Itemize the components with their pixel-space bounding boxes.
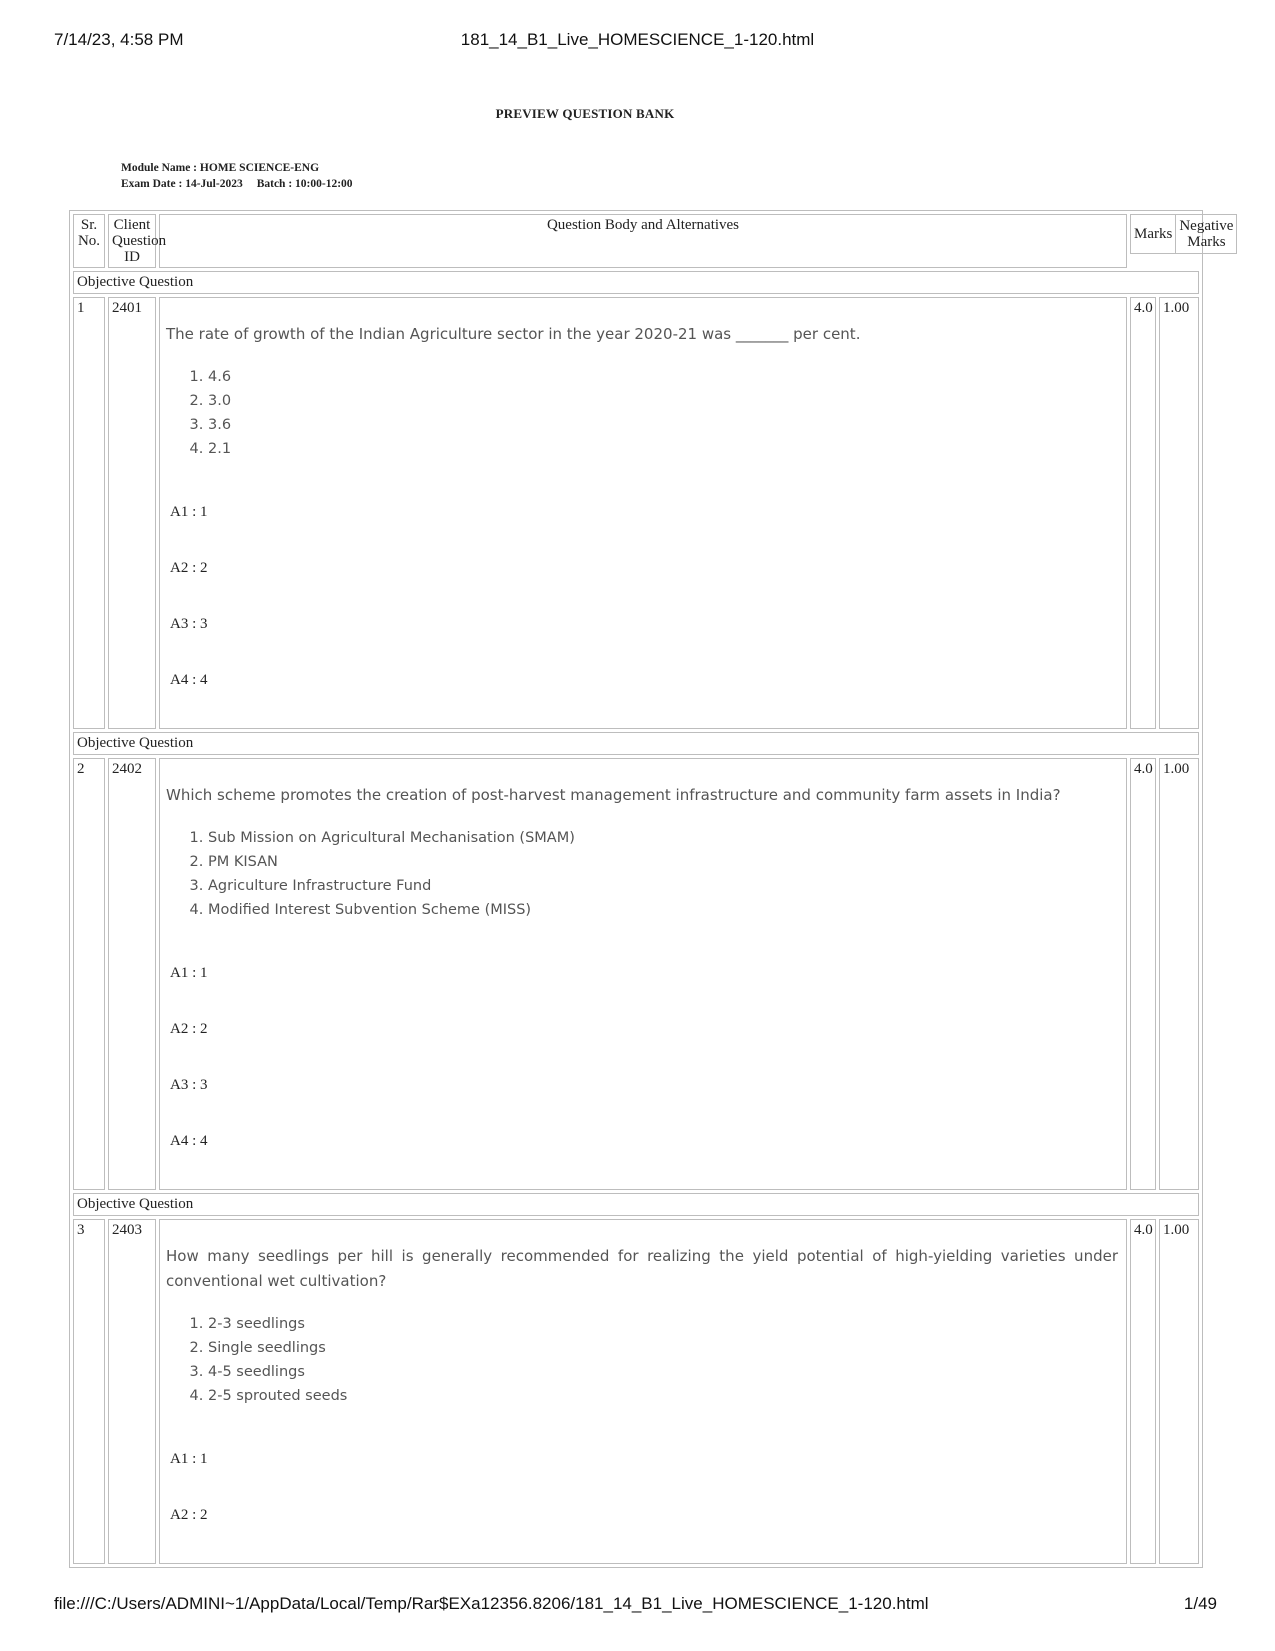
section-label: Objective Question xyxy=(73,732,1199,755)
question-marks: 4.0 xyxy=(1130,1219,1156,1564)
alternative-item: A4 : 4 xyxy=(170,1133,208,1149)
exam-info xyxy=(121,176,353,192)
option-item: 4. 2.1 xyxy=(208,437,1126,461)
header-marks-inner xyxy=(1130,214,1237,254)
question-sr-no: 3 xyxy=(73,1219,105,1564)
option-item: 1. 2-3 seedlings xyxy=(208,1312,1126,1336)
option-item: 2. 3.0 xyxy=(208,389,1126,413)
section-label: Objective Question xyxy=(73,1193,1199,1216)
alternative-item: A2 : 2 xyxy=(170,560,208,576)
option-item: 1. Sub Mission on Agricultural Mechanisation (SMAM) xyxy=(208,826,1126,850)
question-body xyxy=(159,758,1127,1190)
question-marks: 4.0 xyxy=(1130,758,1156,1190)
question-client-id: 2403 xyxy=(108,1219,156,1564)
table-header-row xyxy=(73,214,1199,268)
print-filename: 181_14_B1_Live_HOMESCIENCE_1-120.html xyxy=(460,30,815,49)
alternative-item: A1 : 1 xyxy=(170,1451,208,1467)
options-list xyxy=(160,1312,1126,1408)
question-negative-marks: 1.00 xyxy=(1159,758,1199,1190)
alternative-item: A1 : 1 xyxy=(170,965,208,981)
header-negative-marks: Negative Marks xyxy=(1176,214,1237,254)
option-item: 4. Modified Interest Subvention Scheme (MISS) xyxy=(208,898,1126,922)
alternative-item: A4 : 4 xyxy=(170,672,208,688)
header-client-qid: Client Question ID xyxy=(108,214,156,268)
header-question-body: Question Body and Alternatives xyxy=(159,214,1127,268)
alternative-item: A3 : 3 xyxy=(170,616,208,632)
question-client-id: 2402 xyxy=(108,758,156,1190)
question-client-id: 2401 xyxy=(108,297,156,729)
alternative-item: A2 : 2 xyxy=(170,1507,208,1523)
option-item: 4. 2-5 sprouted seeds xyxy=(208,1384,1126,1408)
question-row xyxy=(73,1219,1199,1564)
section-row xyxy=(73,732,1199,755)
options-list xyxy=(160,826,1126,922)
alternatives-list xyxy=(170,965,1126,1189)
question-text: The rate of growth of the Indian Agriculture sector in the year 2020-21 was _______ per cent. xyxy=(166,325,861,343)
options-list xyxy=(160,365,1126,461)
question-body xyxy=(159,1219,1127,1564)
question-text: Which scheme promotes the creation of post-harvest management infrastructure and community farm assets in India? xyxy=(166,786,1061,804)
option-item: 3. 4-5 seedlings xyxy=(208,1360,1126,1384)
print-datetime: 7/14/23, 4:58 PM xyxy=(54,30,184,49)
page-number: 1/49 xyxy=(1183,1594,1217,1613)
module-name: Module Name : HOME SCIENCE-ENG xyxy=(121,162,320,174)
exam-date: Exam Date : 14-Jul-2023 xyxy=(121,178,243,190)
alternative-item: A1 : 1 xyxy=(170,504,208,520)
question-row xyxy=(73,758,1199,1190)
alternative-item: A2 : 2 xyxy=(170,1021,208,1037)
option-item: 1. 4.6 xyxy=(208,365,1126,389)
question-negative-marks: 1.00 xyxy=(1159,297,1199,729)
section-label: Objective Question xyxy=(73,271,1199,294)
question-sr-no: 2 xyxy=(73,758,105,1190)
question-marks: 4.0 xyxy=(1130,297,1156,729)
header-marks-group xyxy=(1130,214,1234,268)
module-info xyxy=(121,160,353,192)
question-negative-marks: 1.00 xyxy=(1159,1219,1199,1564)
header-marks: Marks xyxy=(1130,214,1176,254)
batch: Batch : 10:00-12:00 xyxy=(256,178,353,190)
section-row xyxy=(73,1193,1199,1216)
option-item: 2. Single seedlings xyxy=(208,1336,1126,1360)
question-sr-no: 1 xyxy=(73,297,105,729)
alternatives-list xyxy=(170,504,1126,728)
question-row xyxy=(73,297,1199,729)
question-body xyxy=(159,297,1127,729)
option-item: 3. 3.6 xyxy=(208,413,1126,437)
question-table xyxy=(69,210,1234,1568)
alternative-item: A3 : 3 xyxy=(170,1077,208,1093)
alternatives-list xyxy=(170,1451,1126,1563)
option-item: 2. PM KISAN xyxy=(208,850,1126,874)
file-path: file:///C:/Users/ADMINI~1/AppData/Local/Temp/Rar$EXa12356.8206/181_14_B1_Live_HOMESCIENCE_1-120.html xyxy=(54,1594,929,1613)
header-sr-no: Sr. No. xyxy=(73,214,105,268)
question-text: How many seedlings per hill is generally recommended for realizing the yield potential of high-yielding varieties under conventional wet cultivation? xyxy=(166,1247,1118,1290)
section-row xyxy=(73,271,1199,294)
question-table-wrapper xyxy=(69,210,1234,1594)
page-title: PREVIEW QUESTION BANK xyxy=(495,106,675,121)
option-item: 3. Agriculture Infrastructure Fund xyxy=(208,874,1126,898)
